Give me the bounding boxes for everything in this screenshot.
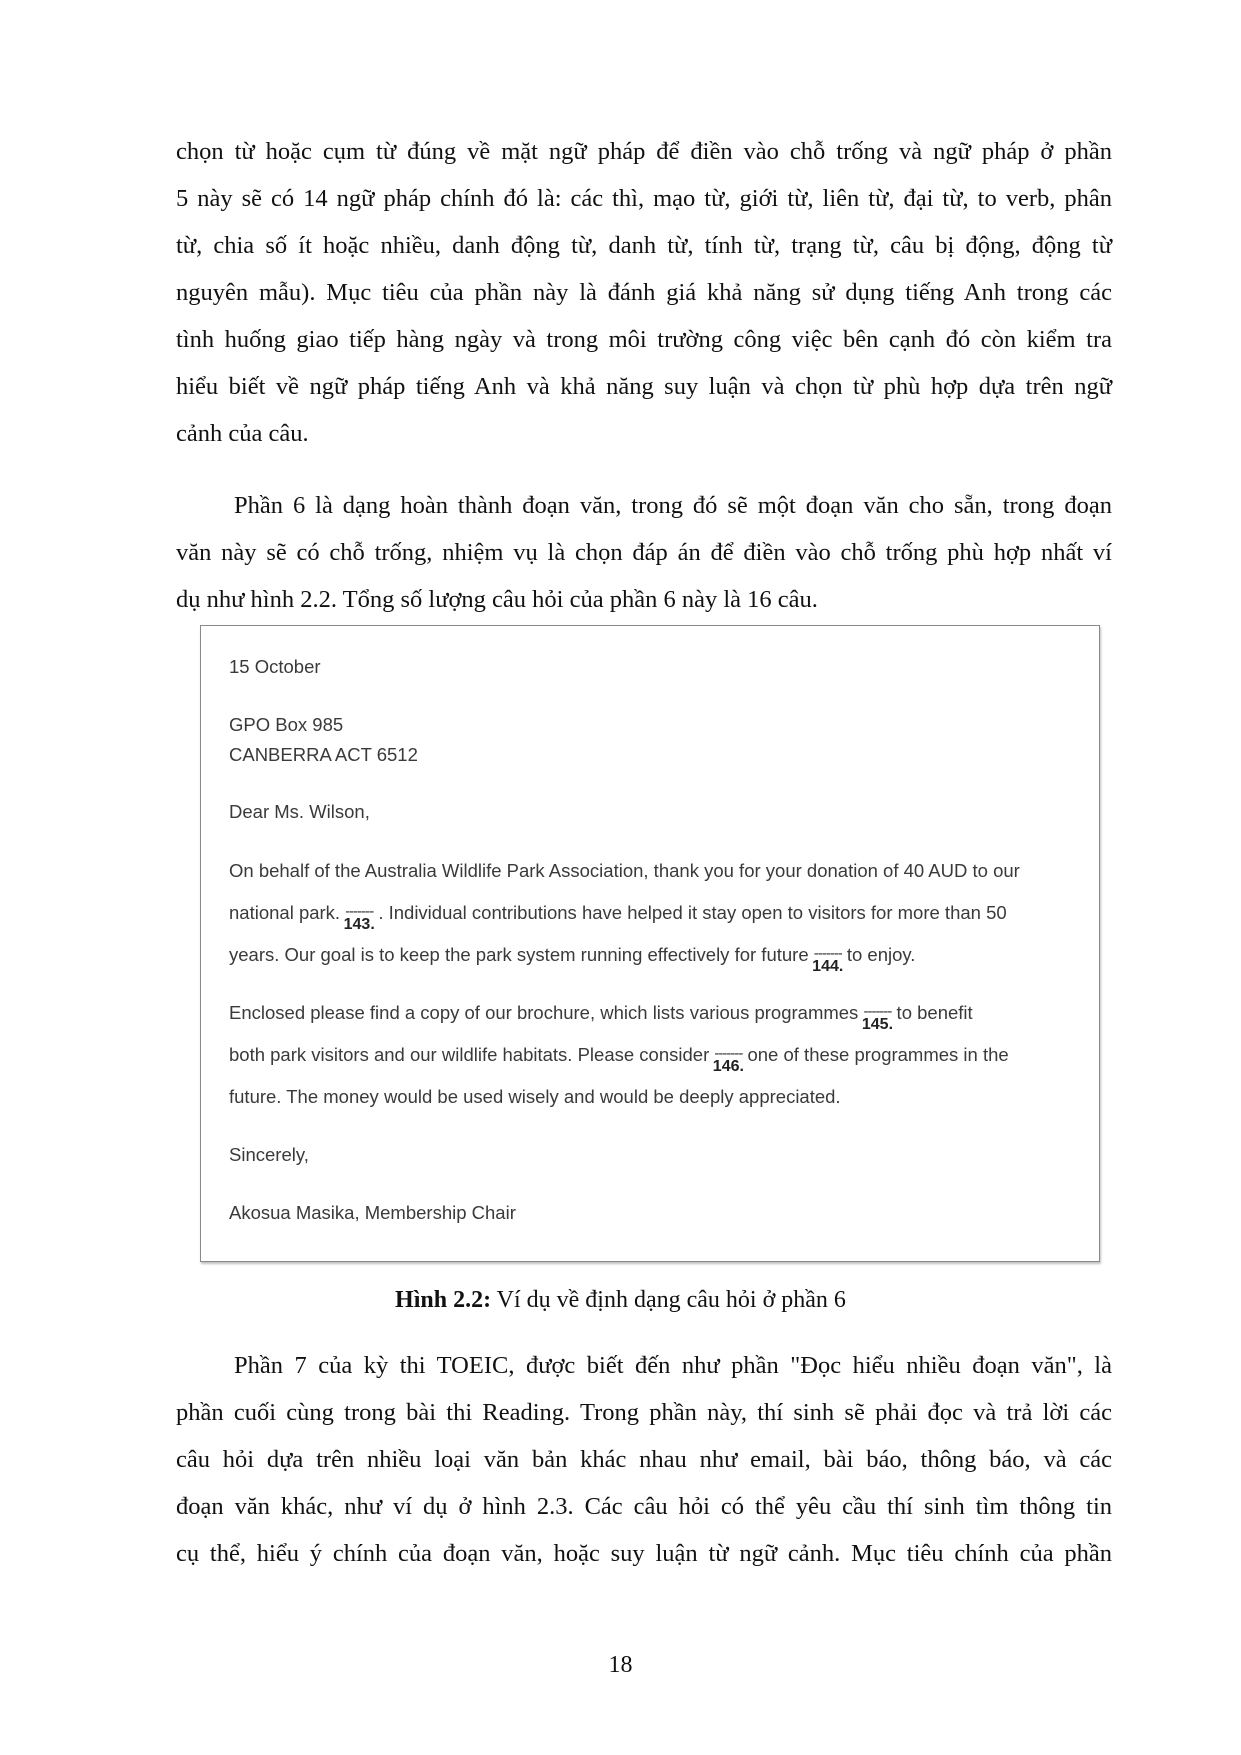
text-line: câu hỏi dựa trên nhiều loại văn bản khác nhau như email, bài báo, thông báo, và các bbox=[176, 1446, 1112, 1473]
text-line: cụ thể, hiểu ý chính của đoạn văn, hoặc suy luận từ ngữ cảnh. Mục tiêu chính của phần bbox=[176, 1540, 1112, 1567]
letter-closing: Sincerely, bbox=[229, 1144, 309, 1165]
letter-text: future. The money would be used wisely and would be deeply appreciated. bbox=[229, 1086, 841, 1107]
letter-body-line bbox=[229, 944, 916, 975]
letter-text: Enclosed please find a copy of our brochure, which lists various programmes bbox=[229, 1002, 864, 1023]
text-line: phần cuối cùng trong bài thi Reading. Trong phần này, thí sinh sẽ phải đọc và trả lời các bbox=[176, 1399, 1112, 1426]
letter-text: to benefit bbox=[891, 1002, 973, 1023]
letter-text: years. Our goal is to keep the park system running effectively for future bbox=[229, 944, 814, 965]
text-line: tình huống giao tiếp hàng ngày và trong môi trường công việc bên cạnh đó còn kiểm tra bbox=[176, 326, 1112, 353]
paragraph-3 bbox=[176, 1342, 1112, 1577]
letter-body-line bbox=[229, 902, 1007, 933]
blank-146 bbox=[712, 1045, 744, 1075]
question-number: 143. bbox=[343, 916, 375, 933]
text-line: nguyên mẫu). Mục tiêu của phần này là đánh giá khả năng sử dụng tiếng Anh trong các bbox=[176, 279, 1112, 306]
letter-address-line-1: GPO Box 985 bbox=[229, 714, 344, 735]
letter-text: one of these programmes in the bbox=[742, 1044, 1009, 1065]
page-number: 18 bbox=[608, 1652, 633, 1678]
paragraph-1 bbox=[176, 128, 1112, 457]
text-line: Phần 6 là dạng hoàn thành đoạn văn, trong đó sẽ một đoạn văn cho sẵn, trong đoạn bbox=[234, 492, 1112, 519]
text-line: hiểu biết về ngữ pháp tiếng Anh và khả năng suy luận và chọn từ phù hợp dựa trên ngữ bbox=[176, 373, 1112, 400]
text-line: chọn từ hoặc cụm từ đúng về mặt ngữ pháp để điền vào chỗ trống và ngữ pháp ở phần bbox=[176, 138, 1112, 165]
letter-body-line bbox=[229, 1002, 973, 1033]
letter-text: On behalf of the Australia Wildlife Park Association, thank you for your donation of 40 AUD to our bbox=[229, 860, 1020, 881]
blank-dashes: ------- bbox=[863, 1003, 892, 1020]
letter-body-line bbox=[229, 1086, 841, 1108]
letter-date: 15 October bbox=[229, 656, 321, 677]
text-line: 5 này sẽ có 14 ngữ pháp chính đó là: các thì, mạo từ, giới từ, liên từ, đại từ, to verb, phân bbox=[176, 185, 1112, 212]
text-line: dụ như hình 2.2. Tổng số lượng câu hỏi của phần 6 này là 16 câu. bbox=[176, 586, 818, 613]
paragraph-2 bbox=[176, 482, 1112, 623]
blank-dashes: ------- bbox=[813, 945, 842, 962]
caption-label: Hình 2.2: bbox=[395, 1287, 492, 1313]
blank-143 bbox=[343, 903, 375, 933]
letter-text: to enjoy. bbox=[841, 944, 916, 965]
caption-text: Ví dụ về định dạng câu hỏi ở phần 6 bbox=[491, 1287, 846, 1313]
blank-144 bbox=[812, 945, 844, 975]
letter-body-line bbox=[229, 1044, 1009, 1075]
letter-address-line-2: CANBERRA ACT 6512 bbox=[229, 744, 418, 765]
text-line: Phần 7 của kỳ thi TOEIC, được biết đến như phần "Đọc hiểu nhiều đoạn văn", là bbox=[234, 1352, 1112, 1379]
text-line: từ, chia số ít hoặc nhiều, danh động từ, danh từ, tính từ, trạng từ, câu bị động, động từ bbox=[176, 232, 1112, 259]
text-line: đoạn văn khác, như ví dụ ở hình 2.3. Các câu hỏi có thể yêu cầu thí sinh tìm thông tin bbox=[176, 1493, 1112, 1520]
text-line: cảnh của câu. bbox=[176, 420, 309, 447]
letter-body-line bbox=[229, 860, 1020, 882]
blank-dashes: ------- bbox=[345, 903, 374, 920]
question-number: 146. bbox=[712, 1058, 744, 1075]
letter-signature: Akosua Masika, Membership Chair bbox=[229, 1202, 516, 1223]
letter-text: both park visitors and our wildlife habitats. Please consider bbox=[229, 1044, 715, 1065]
blank-dashes: ------- bbox=[714, 1045, 743, 1062]
blank-145 bbox=[861, 1003, 894, 1033]
question-number: 144. bbox=[812, 958, 844, 975]
figure-letter-example bbox=[200, 625, 1100, 1262]
figure-caption bbox=[0, 1285, 1241, 1315]
letter-text: . Individual contributions have helped it stay open to visitors for more than 50 bbox=[373, 902, 1007, 923]
question-number: 145. bbox=[861, 1016, 894, 1033]
letter-salutation: Dear Ms. Wilson, bbox=[229, 801, 370, 822]
text-line: văn này sẽ có chỗ trống, nhiệm vụ là chọn đáp án để điền vào chỗ trống phù hợp nhất ví bbox=[176, 539, 1112, 566]
letter-text: national park. bbox=[229, 902, 346, 923]
